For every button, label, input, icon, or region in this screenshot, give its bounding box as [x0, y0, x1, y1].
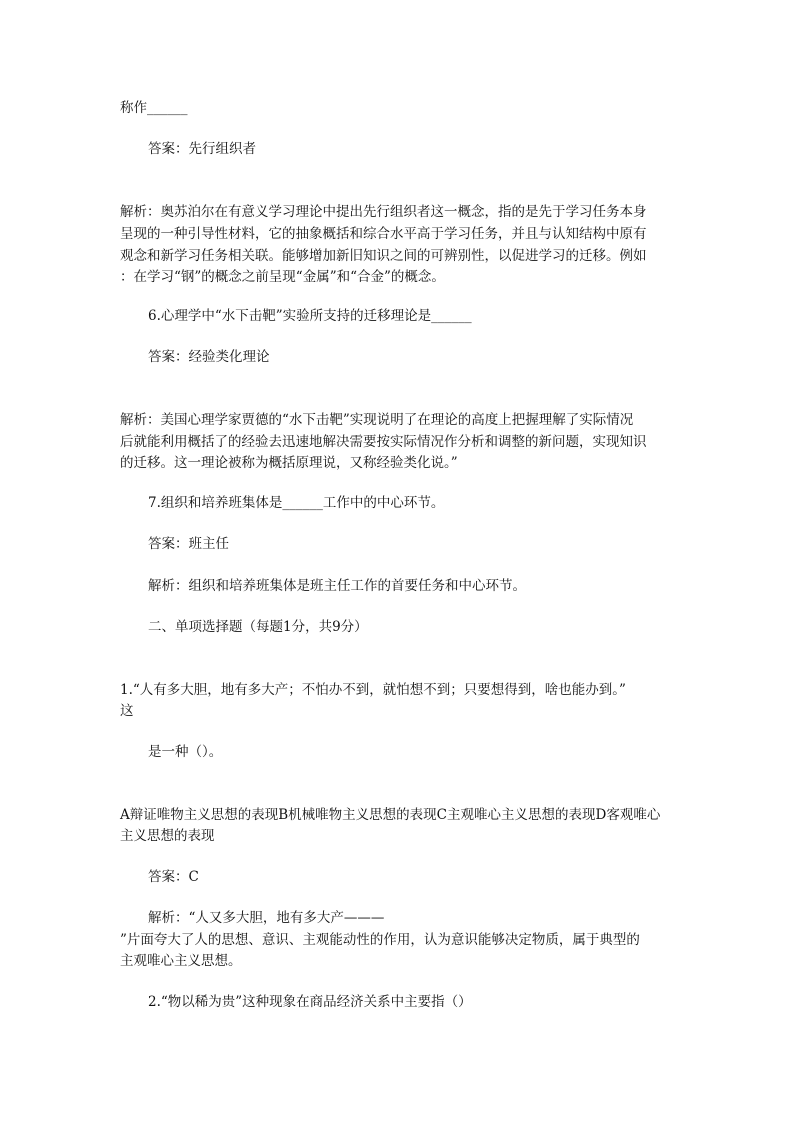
answer-7: 答案：班主任: [148, 536, 229, 552]
choice-question-1-line-2: 这: [120, 703, 134, 719]
explanation-5-line-2: 呈现的一种引导性材料，它的抽象概括和综合水平高于学习任务，并且与认知结构中原有: [120, 226, 647, 242]
answer-5: 答案：先行组织者: [148, 141, 256, 157]
choice-question-1-options-line-1: A辩证唯物主义思想的表现B机械唯物主义思想的表现C主观唯心主义思想的表现D客观唯心: [120, 807, 661, 823]
section-heading-single-choice: 二、单项选择题（每题1分，共9分）: [148, 619, 368, 635]
explanation-5-line-3: 观念和新学习任务相关联。能够增加新旧知识之间的可辨别性，以促进学习的迁移。例如: [120, 248, 647, 264]
choice-explanation-1-line-2: ”片面夸大了人的思想、意识、主观能动性的作用，认为意识能够决定物质，属于典型的: [120, 932, 640, 948]
choice-question-2: 2.“物以稀为贵”这种现象在商品经济关系中主要指（）: [148, 994, 472, 1010]
explanation-5-line-4: ：在学习“钢”的概念之前呈现“金属”和“合金”的概念。: [120, 269, 445, 285]
choice-explanation-1-line-1: 解析：“人又多大胆，地有多大产———: [148, 910, 385, 926]
answer-6: 答案：经验类化理论: [148, 349, 270, 365]
question-6: 6.心理学中“水下击靶”实验所支持的迁移理论是______: [148, 308, 472, 324]
explanation-6-line-3: 的迁移。这一理论被称为概括原理说，又称经验类化说。”: [120, 455, 458, 471]
choice-question-1-line-1: 1.“人有多大胆，地有多大产；不怕办不到，就怕想不到；只要想得到，啥也能办到。”: [120, 682, 626, 698]
choice-answer-1: 答案：C: [148, 869, 199, 885]
question-5-tail: 称作______: [120, 100, 188, 116]
explanation-6-line-2: 后就能利用概括了的经验去迅速地解决需要按实际情况作分析和调整的新问题，实现知识: [120, 434, 647, 450]
choice-explanation-1-line-3: 主观唯心主义思想。: [120, 953, 242, 969]
explanation-6-line-1: 解析：美国心理学家贾德的“水下击靶”实现说明了在理论的高度上把握理解了实际情况: [120, 412, 634, 428]
choice-question-1-line-3: 是一种（）。: [148, 744, 223, 760]
choice-question-1-options-line-2: 主义思想的表现: [120, 828, 215, 844]
question-7: 7.组织和培养班集体是______工作中的中心环节。: [148, 495, 445, 511]
explanation-7: 解析：组织和培养班集体是班主任工作的首要任务和中心环节。: [148, 578, 526, 594]
explanation-5-line-1: 解析：奥苏泊尔在有意义学习理论中提出先行组织者这一概念，指的是先于学习任务本身: [120, 204, 647, 220]
